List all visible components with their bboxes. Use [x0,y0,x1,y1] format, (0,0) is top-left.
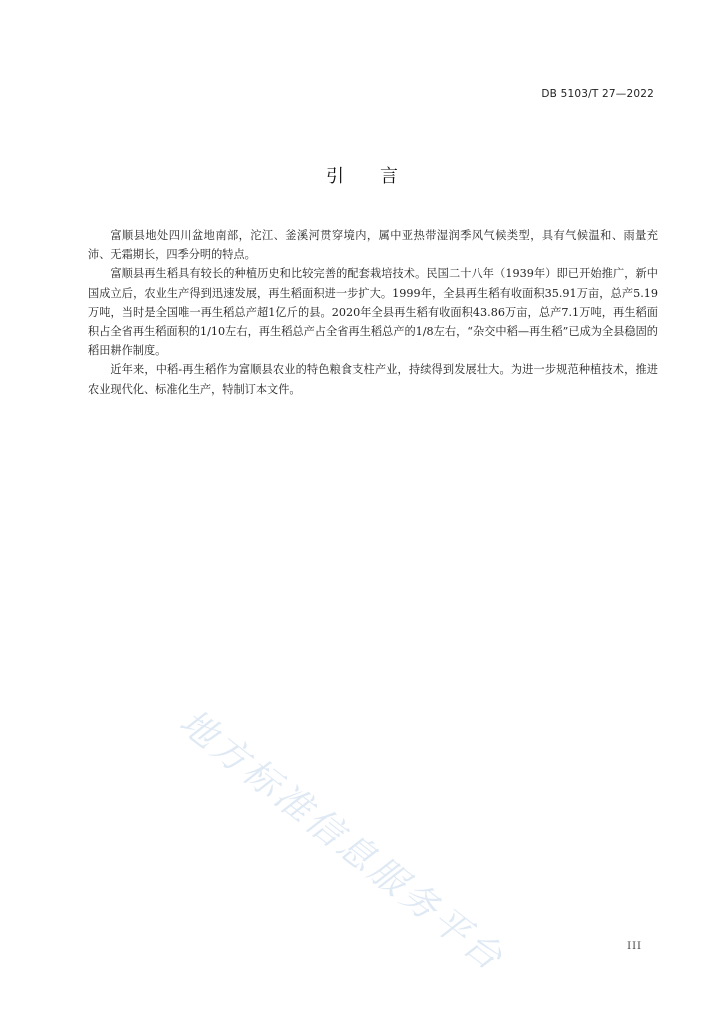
page-title [0,162,724,188]
title-char-2: 言 [380,166,398,187]
paragraph-history: 富顺县再生稻具有较长的种植历史和比较完善的配套栽培技术。民国二十八年（1939年）即已开始推广，新中国成立后，农业生产得到迅速发展，再生稻面积进一步扩大。1999年，全县再生稻有收面积35.91万亩，总产5.19万吨，当时是全国唯一再生稻总产超1亿斤的县。2020年全县再生稻有收面积43.86万亩，总产7.1万吨，再生稻面积占全省再生稻面积的1/10左右，再生稻总产占全省再生稻总产的1/8左右，“杂交中稻—再生稻”已成为全县稳固的稻田耕作制度。 [88,267,658,358]
watermark: 地方标准信息服务平台 [171,701,512,981]
paragraph-geography: 富顺县地处四川盆地南部，沱江、釜溪河贯穿境内，属中亚热带湿润季风气候类型，具有气候温和、雨量充沛、无霜期长，四季分明的特点。 [88,229,658,262]
title-char-1: 引 [326,166,344,187]
paragraph-purpose: 近年来，中稻-再生稻作为富顺县农业的特色粮食支柱产业，持续得到发展壮大。为进一步规范种植技术，推进农业现代化、标准化生产，特制订本文件。 [88,363,658,396]
document-code: DB 5103/T 27—2022 [541,88,654,100]
intro-body [88,226,658,399]
page-number: III [627,941,642,952]
